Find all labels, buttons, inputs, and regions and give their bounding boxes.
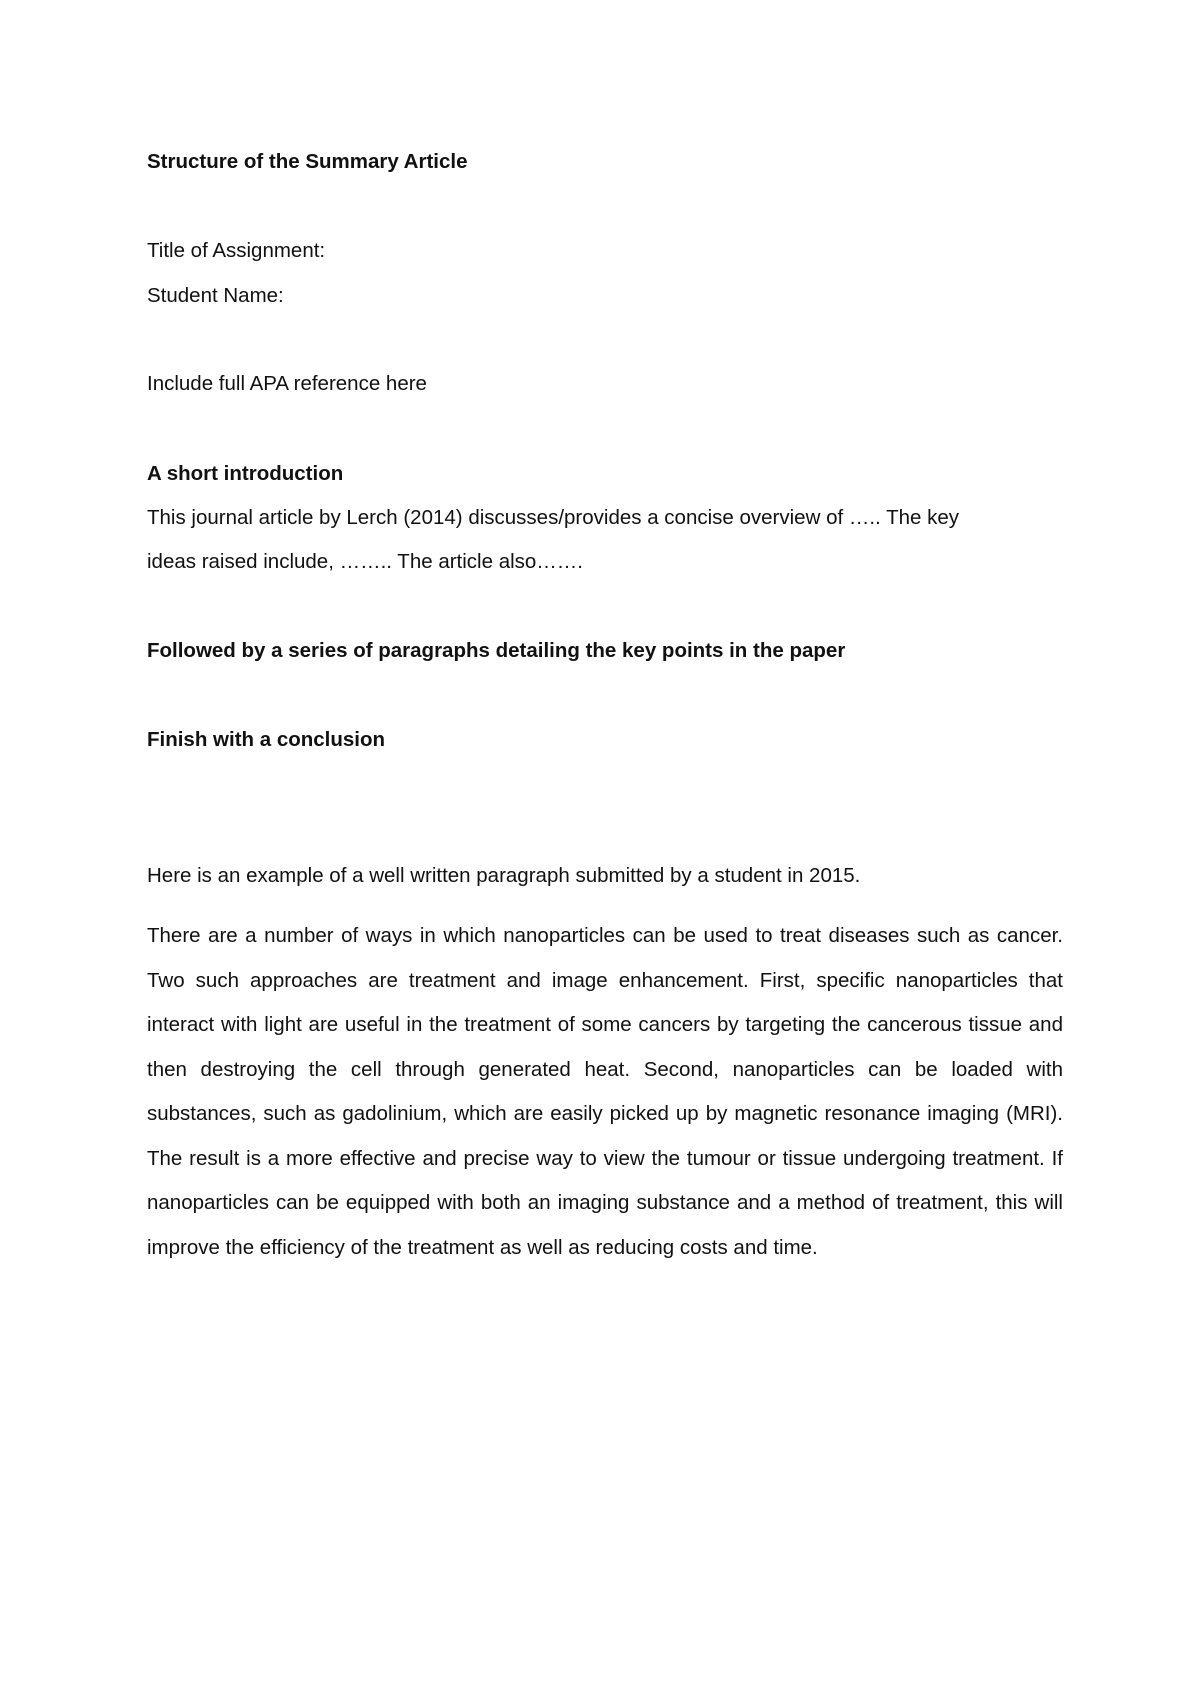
student-name-label: Student Name: — [147, 284, 284, 307]
example-paragraph: There are a number of ways in which nanoparticles can be used to treat diseases such as cancer. Two such approaches are treatment and image enhancement. First, specific nanoparticles that interact with light are useful in the treatment of some cancers by targeting the cancerous tissue and then destroying the cell through generated heat. Second, nanoparticles can be loaded with substances, such as gadolinium, which are easily picked up by magnetic resonance imaging (MRI). The result is a more effective and precise way to view the tumour or tissue undergoing treatment. If nanoparticles can be equipped with both an imaging substance and a method of treatment, this will improve the efficiency of the treatment as well as reducing costs and time. — [147, 924, 1063, 1259]
intro-heading: A short introduction — [147, 462, 344, 485]
intro-line-2: ideas raised include, …….. The article also……. — [147, 550, 584, 573]
document-heading: Structure of the Summary Article — [147, 150, 468, 173]
intro-line-1: This journal article by Lerch (2014) discusses/provides a concise overview of ….. The key — [147, 506, 960, 529]
example-intro: Here is an example of a well written paragraph submitted by a student in 2015. — [147, 864, 861, 887]
reference-instruction: Include full APA reference here — [147, 372, 427, 395]
body-instruction: Followed by a series of paragraphs detailing the key points in the paper — [147, 639, 846, 662]
assignment-title-label: Title of Assignment: — [147, 239, 326, 262]
conclusion-instruction: Finish with a conclusion — [147, 728, 386, 751]
